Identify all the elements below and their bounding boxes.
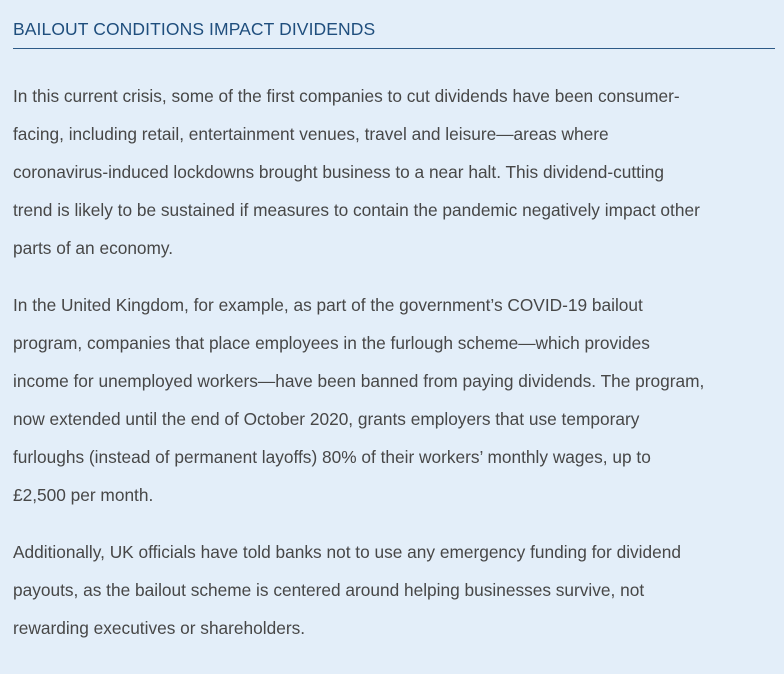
text-line: rewarding executives or shareholders. — [13, 618, 306, 638]
text-line: facing, including retail, entertainment venues, travel and leisure—areas where — [13, 124, 609, 144]
text-line: In the United Kingdom, for example, as part of the government’s COVID-19 bailout — [13, 295, 643, 315]
text-line: payouts, as the bailout scheme is centered around helping businesses survive, not — [13, 580, 645, 600]
paragraph-dividend-cuts — [13, 77, 777, 267]
text-line: parts of an economy. — [13, 238, 174, 258]
text-line: Additionally, UK officials have told banks not to use any emergency funding for dividend — [13, 542, 681, 562]
paragraph-bank-funding — [13, 533, 777, 647]
text-line: coronavirus-induced lockdowns brought business to a near halt. This dividend-cutting — [13, 162, 664, 182]
text-line: furloughs (instead of permanent layoffs) 80% of their workers’ monthly wages, up to — [13, 447, 651, 467]
heading-divider — [13, 48, 775, 49]
text-line: program, companies that place employees in the furlough scheme—which provides — [13, 333, 650, 353]
text-line: In this current crisis, some of the first companies to cut dividends have been consumer- — [13, 86, 680, 106]
text-line: now extended until the end of October 2020, grants employers that use temporary — [13, 409, 640, 429]
paragraph-uk-bailout — [13, 286, 777, 514]
text-line: £2,500 per month. — [13, 485, 154, 505]
section-heading: BAILOUT CONDITIONS IMPACT DIVIDENDS — [13, 19, 376, 39]
text-line: income for unemployed workers—have been banned from paying dividends. The program, — [13, 371, 705, 391]
text-line: trend is likely to be sustained if measures to contain the pandemic negatively impact other — [13, 200, 700, 220]
article-body — [13, 77, 777, 647]
